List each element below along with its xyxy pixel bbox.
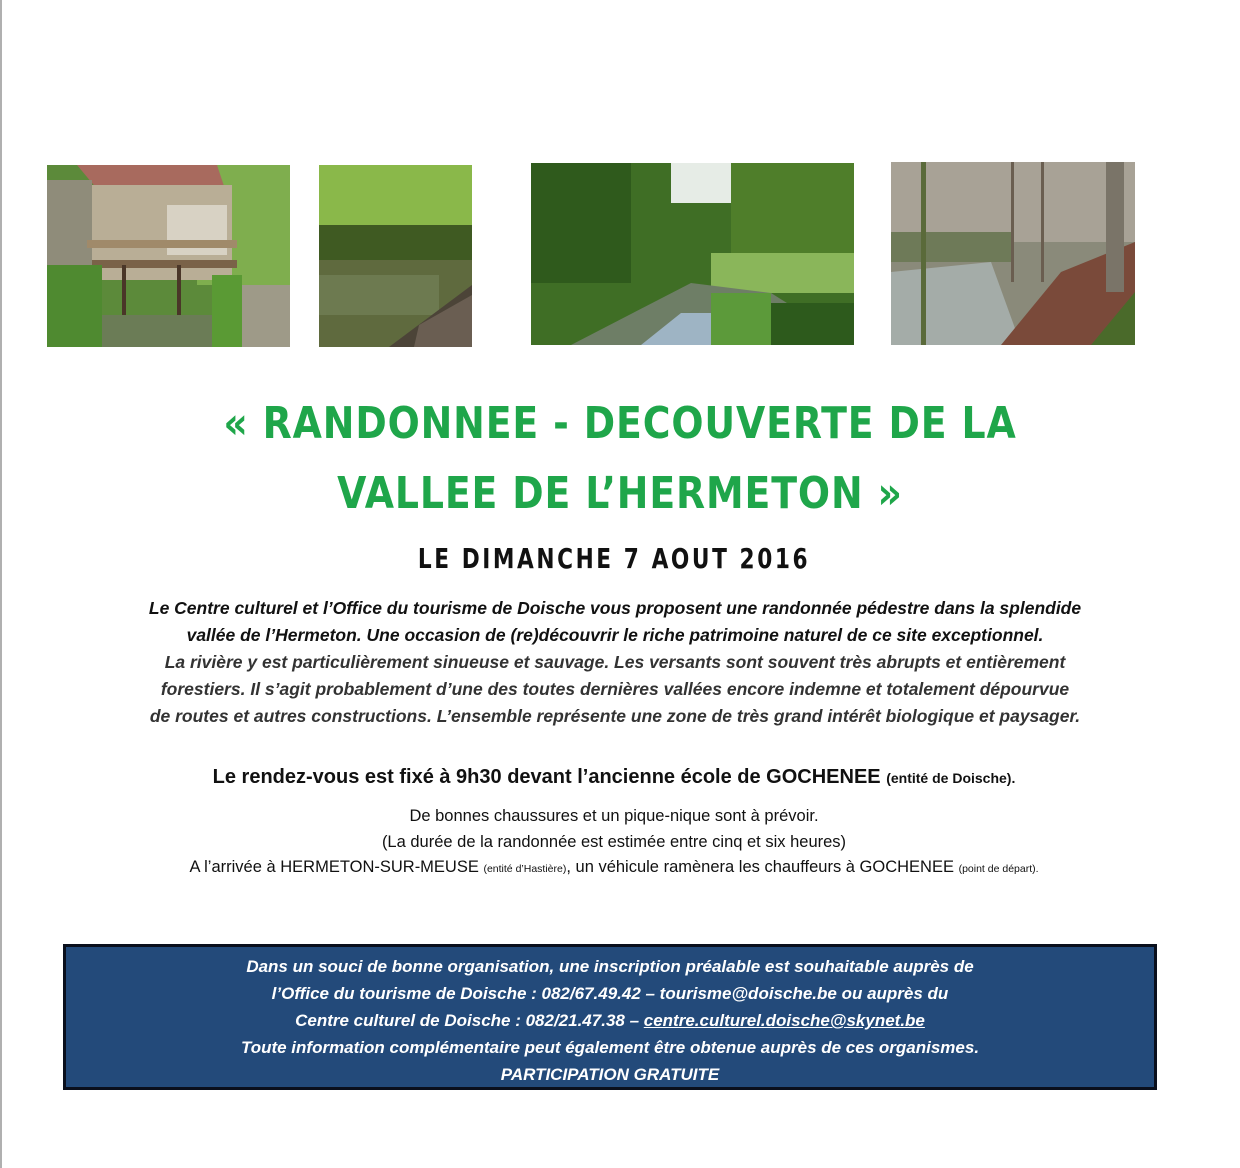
vehicle-text: , un véhicule ramènera les chauffeurs à GOCHENEE (566, 858, 954, 876)
arrival-text: A l’arrivée à HERMETON-SUR-MEUSE (189, 858, 479, 876)
contact-line: l’Office du tourisme de Doische : 082/67.49.42 – tourisme@doische.be ou auprès du (271, 984, 949, 1003)
contact-line: Toute information complémentaire peut également être obtenue auprès de ces organismes. (240, 1038, 980, 1057)
photo-river-canopy (319, 165, 472, 347)
centre-culturel-email-link[interactable]: centre.culturel.doische@skynet.be (643, 1011, 925, 1030)
departure-note: (point de départ). (958, 863, 1039, 875)
intro-line: forestiers. Il s’agit probablement d’une des toutes dernières vallées encore indemne et totalement dépourvue (160, 679, 1070, 699)
contact-line: Dans un souci de bonne organisation, une inscription préalable est souhaitable auprès de (246, 957, 974, 976)
event-date: LE DIMANCHE 7 AOUT 2016 (417, 542, 811, 575)
intro-line: vallée de l’Hermeton. Une occasion de (re)découvrir le riche patrimoine naturel de ce site exceptionnel. (186, 625, 1044, 645)
rendezvous-main: Le rendez-vous est fixé à 9h30 devant l’ancienne école de GOCHENEE (212, 766, 881, 788)
contact-box (63, 944, 1157, 1090)
info-line: De bonnes chaussures et un pique-nique sont à prévoir. (409, 807, 819, 825)
page-left-border (0, 0, 2, 1168)
photo-winding-river (531, 163, 854, 345)
arrival-note: (entité d’Hastière) (483, 863, 567, 875)
intro-line: La rivière y est particulièrement sinueuse et sauvage. Les versants sont souvent très abrupts et entièrement (164, 652, 1066, 672)
photo-river-path (891, 162, 1135, 345)
participation-free: PARTICIPATION GRATUITE (500, 1065, 720, 1084)
intro-line: Le Centre culturel et l’Office du tourisme de Doische vous proposent une randonnée pédestre dans la splendide (148, 598, 1082, 618)
rendezvous-note: (entité de Doische). (886, 770, 1016, 786)
rendezvous (0, 766, 1228, 789)
intro-line: de routes et autres constructions. L’ensemble représente une zone de très grand intérêt biologique et paysager. (149, 706, 1081, 726)
contact-line (66, 1007, 1154, 1034)
intro-paragraph (40, 595, 1190, 730)
info-line-arrival (0, 855, 1228, 883)
event-title-line-1: « RANDONNEE - DECOUVERTE DE LA (223, 398, 1017, 449)
centre-culturel-phone: Centre culturel de Doische : 082/21.47.38 – (295, 1011, 644, 1030)
info-line: (La durée de la randonnée est estimée entre cinq et six heures) (381, 832, 847, 851)
photo-mill (47, 165, 290, 347)
practical-info (0, 804, 1228, 883)
event-title-line-2: VALLEE DE L’HERMETON » (337, 468, 903, 519)
